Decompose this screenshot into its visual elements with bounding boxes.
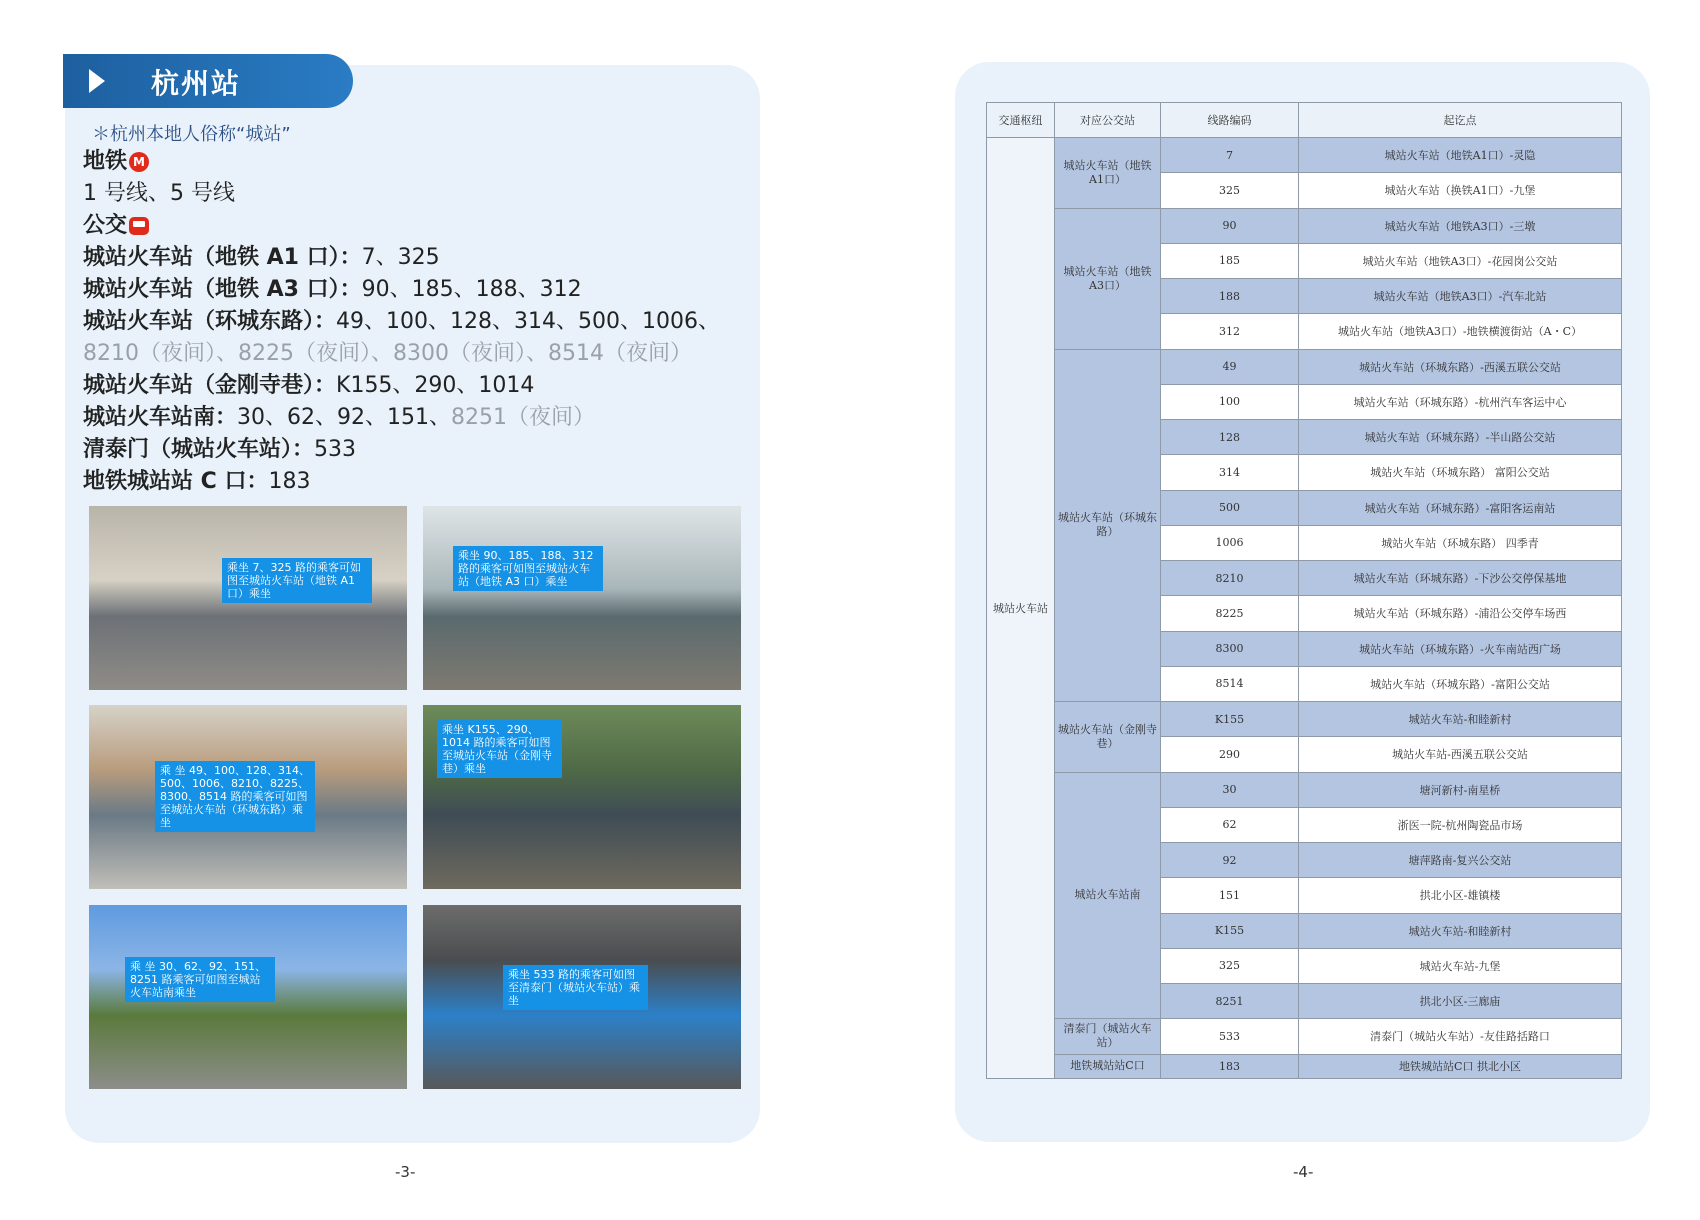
- bus-stop-routes: 49、100、128、314、500、1006、: [336, 309, 720, 334]
- table-row: [987, 208, 1622, 243]
- play-triangle-icon: [89, 69, 105, 93]
- route-endpoints-cell: 城站火车站（换铁A1口）-九堡: [1299, 173, 1622, 208]
- bus-label: 公交: [83, 213, 128, 238]
- station-title-bar: [63, 54, 353, 108]
- route-code-cell: 8225: [1161, 596, 1299, 631]
- photo-caption: 乘 坐 49、100、128、314、500、1006、8210、8225、8300、8514 路的乘客可如图至城站火车站（环城东路）乘坐: [155, 761, 315, 832]
- table-row: [987, 772, 1622, 807]
- bus-stop-photo: [423, 506, 741, 690]
- bus-stop-label: 城站火车站（地铁 A3 口）：: [83, 277, 362, 302]
- photo-caption: 乘坐 K155、290、1014 路的乘客可如图至城站火车站（金刚寺巷）乘坐: [437, 720, 562, 778]
- bus-stop-photo: [423, 705, 741, 889]
- route-code-cell: 30: [1161, 772, 1299, 807]
- route-code-cell: 8514: [1161, 666, 1299, 701]
- table-header-row: [987, 103, 1622, 138]
- route-endpoints-cell: 城站火车站（地铁A3口）-汽车北站: [1299, 279, 1622, 314]
- bus-stop-cell: 清泰门（城站火车站）: [1055, 1019, 1161, 1054]
- route-code-cell: K155: [1161, 913, 1299, 948]
- route-code-cell: 100: [1161, 384, 1299, 419]
- hub-cell: 城站火车站: [987, 138, 1055, 1079]
- route-code-cell: 188: [1161, 279, 1299, 314]
- route-endpoints-cell: 城站火车站（地铁A3口）-三墩: [1299, 208, 1622, 243]
- bus-stop-label: 清泰门（城站火车站）：: [83, 437, 315, 462]
- station-title: 杭州站: [151, 67, 242, 100]
- bus-stop-cell: 城站火车站（地铁A3口）: [1055, 208, 1161, 349]
- bus-stop-routes: 183: [268, 469, 311, 494]
- route-code-cell: 90: [1161, 208, 1299, 243]
- route-code-cell: 325: [1161, 948, 1299, 983]
- bus-stop-routes: 533: [314, 437, 357, 462]
- route-endpoints-cell: 清泰门（城站火车站）-友佳路括路口: [1299, 1019, 1622, 1054]
- route-code-cell: 49: [1161, 349, 1299, 384]
- route-code-cell: 290: [1161, 737, 1299, 772]
- route-code-cell: 151: [1161, 878, 1299, 913]
- route-code-cell: 312: [1161, 314, 1299, 349]
- route-code-cell: 8251: [1161, 984, 1299, 1019]
- route-endpoints-cell: 拱北小区-雄镇楼: [1299, 878, 1622, 913]
- photo-caption: 乘坐 7、325 路的乘客可如图至城站火车站（地铁 A1 口）乘坐: [222, 558, 372, 603]
- table-row: [987, 138, 1622, 173]
- night-routes-line: 8210（夜间）、8225（夜间）、8300（夜间）、8514（夜间）: [83, 341, 692, 366]
- route-endpoints-cell: 地铁城站站C口 拱北小区: [1299, 1054, 1622, 1079]
- night-route: 8251（夜间）: [451, 405, 595, 430]
- bus-stop-label: 地铁城站站 C 口：: [83, 469, 269, 494]
- table-row: [987, 1054, 1622, 1079]
- bus-stop-line: [83, 274, 743, 306]
- metro-lines: 1 号线、5 号线: [83, 181, 235, 206]
- bus-stop-cell: 城站火车站南: [1055, 772, 1161, 1019]
- route-code-cell: K155: [1161, 702, 1299, 737]
- route-endpoints-cell: 城站火车站（环城东路）-半山路公交站: [1299, 420, 1622, 455]
- route-endpoints-cell: 塘萍路南-复兴公交站: [1299, 843, 1622, 878]
- route-endpoints-cell: 城站火车站（环城东路） 富阳公交站: [1299, 455, 1622, 490]
- bus-stop-label: 城站火车站（环城东路）：: [83, 309, 337, 334]
- bus-stop-cell: 城站火车站（金刚寺巷）: [1055, 702, 1161, 773]
- bus-stop-photo: [89, 905, 407, 1089]
- route-endpoints-cell: 城站火车站（地铁A3口）-花园岗公交站: [1299, 243, 1622, 278]
- route-endpoints-cell: 城站火车站（环城东路）-杭州汽车客运中心: [1299, 384, 1622, 419]
- metro-heading: [83, 146, 743, 178]
- photo-caption: 乘 坐 30、62、92、151、8251 路乘客可如图至城站火车站南乘坐: [125, 957, 275, 1002]
- route-code-cell: 314: [1161, 455, 1299, 490]
- page-number-right: -4-: [1293, 1163, 1314, 1181]
- bus-stop-line: [83, 370, 743, 402]
- bus-stop-line: [83, 242, 743, 274]
- local-name-note: ＊杭州本地人俗称“城站”: [92, 124, 291, 145]
- route-endpoints-cell: 城站火车站（环城东路）-富阳客运南站: [1299, 490, 1622, 525]
- photo-caption: 乘坐 533 路的乘客可如图至清泰门（城站火车站）乘坐: [503, 965, 648, 1010]
- route-endpoints-cell: 城站火车站（地铁A1口）-灵隐: [1299, 138, 1622, 173]
- table-row: [987, 349, 1622, 384]
- bus-stop-line: [83, 402, 743, 434]
- bus-icon: [129, 217, 149, 235]
- route-code-cell: 128: [1161, 420, 1299, 455]
- transit-info: [83, 146, 743, 498]
- header-stop: 对应公交站: [1055, 103, 1161, 138]
- page-number-left: -3-: [395, 1163, 416, 1181]
- bus-stop-routes: 7、325: [361, 245, 440, 270]
- metro-label: 地铁: [83, 149, 128, 174]
- route-endpoints-cell: 城站火车站-西溪五联公交站: [1299, 737, 1622, 772]
- route-code-cell: 500: [1161, 490, 1299, 525]
- route-endpoints-cell: 塘河新村-南星桥: [1299, 772, 1622, 807]
- route-endpoints-cell: 城站火车站（环城东路） 四季青: [1299, 525, 1622, 560]
- bus-stop-label: 城站火车站南：: [83, 405, 238, 430]
- bus-stop-photo: [89, 705, 407, 889]
- header-route: 起讫点: [1299, 103, 1622, 138]
- bus-stop-line: [83, 306, 743, 338]
- bus-stop-photo: [89, 506, 407, 690]
- route-code-cell: 325: [1161, 173, 1299, 208]
- route-code-cell: 62: [1161, 807, 1299, 842]
- route-endpoints-cell: 拱北小区-三廊庙: [1299, 984, 1622, 1019]
- bus-stop-line: [83, 434, 743, 466]
- route-code-cell: 8210: [1161, 561, 1299, 596]
- header-hub: 交通枢纽: [987, 103, 1055, 138]
- route-endpoints-cell: 城站火车站-九堡: [1299, 948, 1622, 983]
- route-code-cell: 533: [1161, 1019, 1299, 1054]
- route-endpoints-cell: 城站火车站（地铁A3口）-地铁横渡街站（A・C）: [1299, 314, 1622, 349]
- table-row: [987, 702, 1622, 737]
- route-endpoints-cell: 城站火车站-和睦新村: [1299, 913, 1622, 948]
- bus-stop-cell: 地铁城站站C口: [1055, 1054, 1161, 1079]
- bus-stop-label: 城站火车站（金刚寺巷）：: [83, 373, 337, 398]
- bus-stop-line: [83, 466, 743, 498]
- bus-stop-label: 城站火车站（地铁 A1 口）：: [83, 245, 362, 270]
- route-code-cell: 185: [1161, 243, 1299, 278]
- photo-caption: 乘坐 90、185、188、312 路的乘客可如图至城站火车站（地铁 A3 口）乘坐: [453, 546, 603, 591]
- metro-icon: M: [129, 152, 149, 172]
- bus-stop-cell: 城站火车站（地铁A1口）: [1055, 138, 1161, 209]
- route-endpoints-cell: 城站火车站-和睦新村: [1299, 702, 1622, 737]
- route-code-cell: 8300: [1161, 631, 1299, 666]
- route-table: [986, 102, 1622, 1079]
- route-endpoints-cell: 城站火车站（环城东路）-浦沿公交停车场西: [1299, 596, 1622, 631]
- table-row: [987, 1019, 1622, 1054]
- route-endpoints-cell: 城站火车站（环城东路）-下沙公交停保基地: [1299, 561, 1622, 596]
- route-endpoints-cell: 城站火车站（环城东路）-西溪五联公交站: [1299, 349, 1622, 384]
- route-code-cell: 183: [1161, 1054, 1299, 1079]
- bus-stop-cell: 城站火车站（环城东路）: [1055, 349, 1161, 702]
- bus-stop-routes: K155、290、1014: [336, 373, 535, 398]
- route-code-cell: 7: [1161, 138, 1299, 173]
- bus-stop-routes: 90、185、188、312: [361, 277, 582, 302]
- route-endpoints-cell: 城站火车站（环城东路）-富阳公交站: [1299, 666, 1622, 701]
- route-code-cell: 1006: [1161, 525, 1299, 560]
- header-code: 线路编码: [1161, 103, 1299, 138]
- route-code-cell: 92: [1161, 843, 1299, 878]
- bus-heading: [83, 210, 743, 242]
- bus-stop-routes: 30、62、92、151、: [237, 405, 451, 430]
- route-endpoints-cell: 浙医一院-杭州陶瓷品市场: [1299, 807, 1622, 842]
- route-endpoints-cell: 城站火车站（环城东路）-火车南站西广场: [1299, 631, 1622, 666]
- bus-stop-photo: [423, 905, 741, 1089]
